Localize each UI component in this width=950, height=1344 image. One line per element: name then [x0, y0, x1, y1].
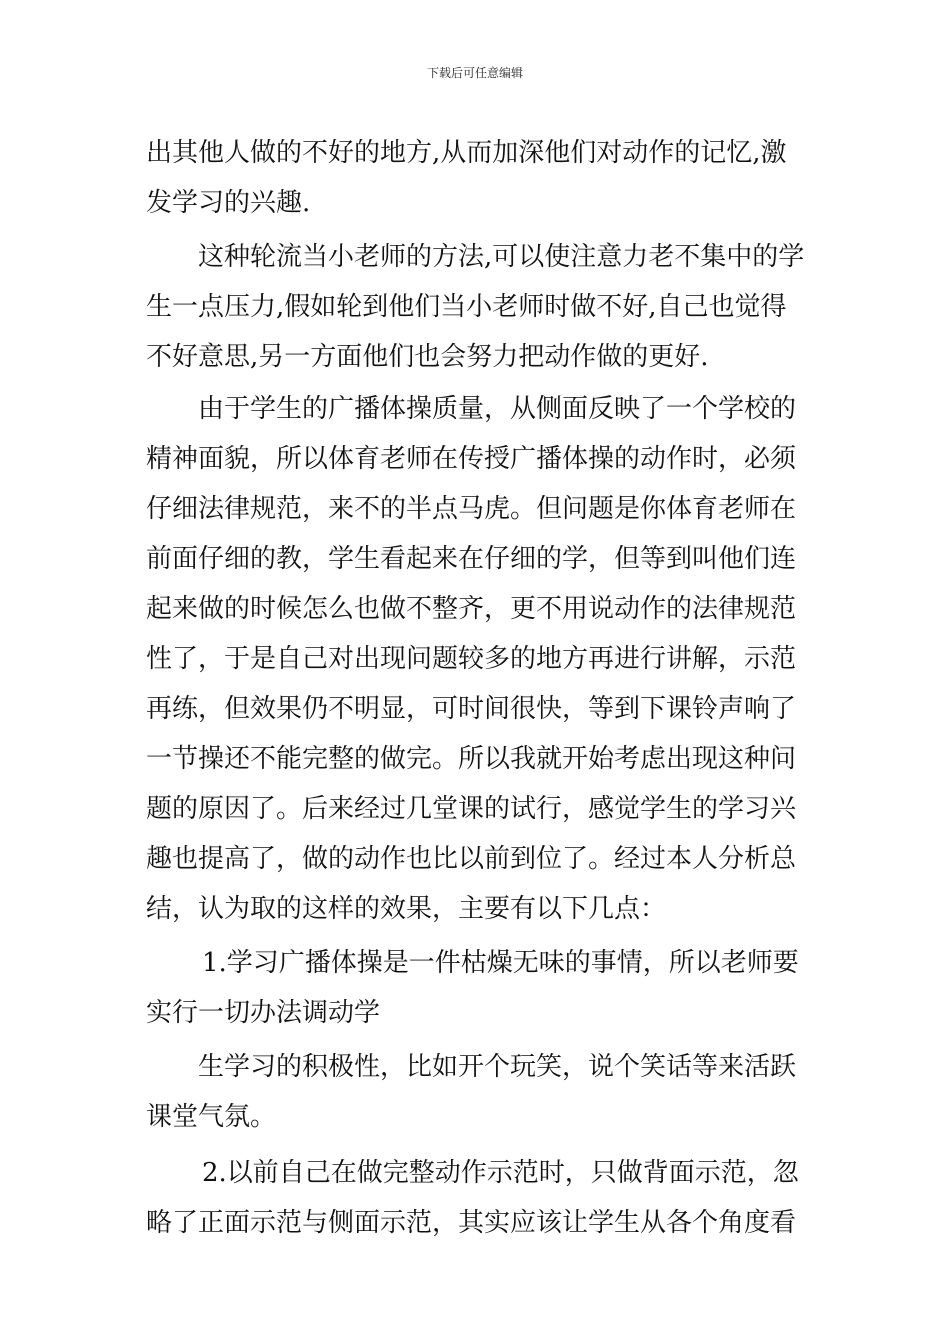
text-line: 生一点压力,假如轮到他们当小老师时做不好,自己也觉得: [146, 292, 787, 322]
text-line: 出其他人做的不好的地方,从而加深他们对动作的记忆,激: [146, 138, 787, 168]
text-line: 实行一切办法调动学: [146, 998, 381, 1028]
text-line: 精神面貌，所以体育老师在传授广播体操的动作时，必须: [146, 444, 797, 474]
text-line: 一节操还不能完整的做完。所以我就开始考虑出现这种问: [146, 744, 797, 774]
text-line: 仔细法律规范，来不的半点马虎。但问题是你体育老师在: [146, 494, 797, 524]
text-line: 这种轮流当小老师的方法,可以使注意力老不集中的学: [198, 242, 805, 272]
text-line: 题的原因了。后来经过几堂课的试行，感觉学生的学习兴: [146, 794, 797, 824]
text-line: 趣也提高了，做的动作也比以前到位了。经过本人分析总: [146, 844, 797, 874]
text-line: 再练，但效果仍不明显，可时间很快，等到下课铃声响了: [146, 694, 797, 724]
text-line: 起来做的时候怎么也做不整齐，更不用说动作的法律规范: [146, 594, 797, 624]
text-line: 课堂气氛。: [146, 1102, 277, 1132]
text-line: 1.学习广播体操是一件枯燥无味的事情，所以老师要: [202, 948, 799, 978]
text-line: 略了正面示范与侧面示范，其实应该让学生从各个角度看: [146, 1208, 797, 1238]
text-line: 不好意思,另一方面他们也会努力把动作做的更好.: [146, 342, 709, 372]
document-body: [146, 128, 808, 1248]
text-line: 生学习的积极性，比如开个玩笑，说个笑话等来活跃: [198, 1052, 797, 1082]
text-line: 由于学生的广播体操质量，从侧面反映了一个学校的: [198, 394, 797, 424]
text-line: 2.以前自己在做完整动作示范时，只做背面示范，忽: [202, 1158, 799, 1188]
text-line: 发学习的兴趣.: [146, 188, 311, 218]
text-line: 前面仔细的教，学生看起来在仔细的学，但等到叫他们连: [146, 544, 797, 574]
text-line: 结，认为取的这样的效果，主要有以下几点：: [146, 894, 667, 924]
page-header-note: 下载后可任意编辑: [426, 66, 523, 80]
text-line: 性了，于是自己对出现问题较多的地方再进行讲解，示范: [146, 644, 797, 674]
